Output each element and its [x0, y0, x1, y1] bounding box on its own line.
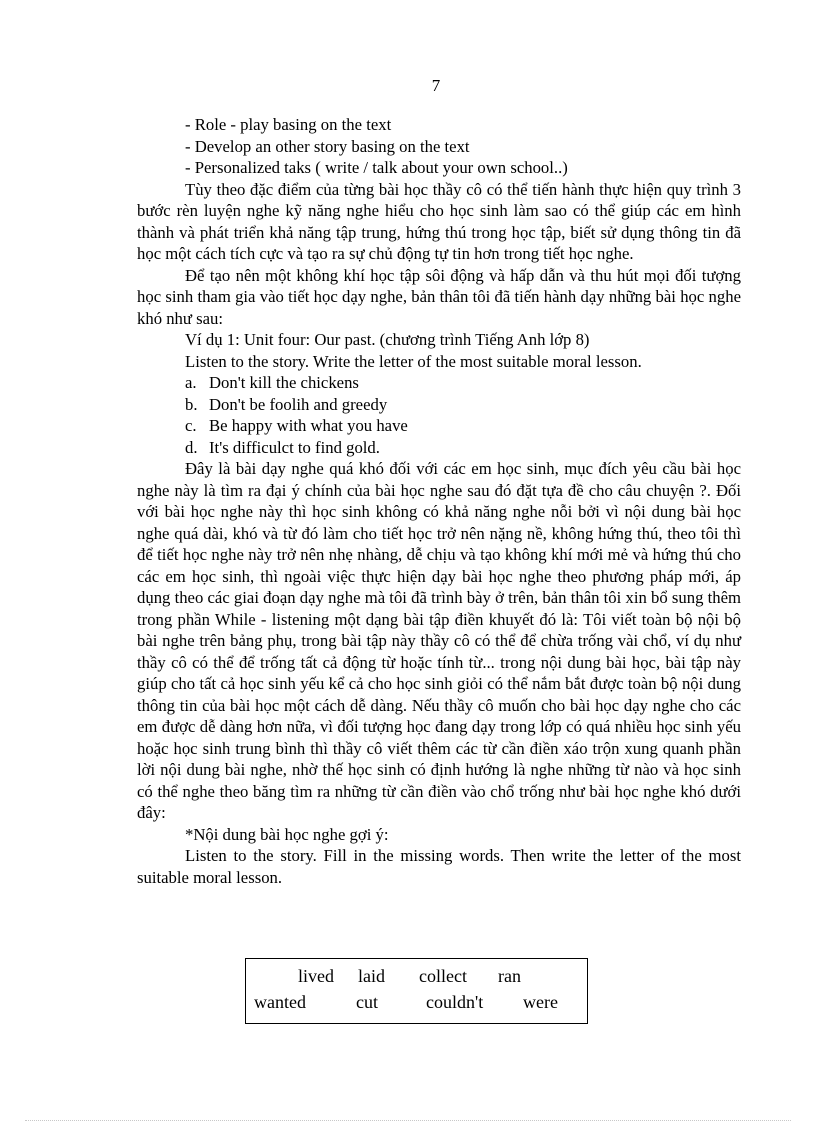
option-item: [137, 372, 741, 394]
word: cut: [356, 992, 378, 1012]
paragraph: Để tạo nên một không khí học tập sôi động và hấp dẫn và thu hút mọi đối tượng học sinh tham gia vào tiết học dạy nghe, bản thân tôi đã tiến hành dạy những bài học nghe khó như sau:: [137, 265, 741, 328]
page-content: [137, 114, 741, 888]
option-item: [137, 437, 741, 459]
option-letter: d.: [185, 437, 198, 457]
word-box: [245, 958, 588, 1024]
bullet-item: - Personalized taks ( write / talk about your own school..): [185, 158, 568, 177]
option-text: Don't be foolih and greedy: [209, 394, 388, 414]
word: were: [523, 992, 558, 1012]
word: wanted: [254, 992, 306, 1012]
option-letter: a.: [185, 373, 197, 392]
option-item: [137, 394, 741, 416]
option-text: It's difficulct to find gold.: [209, 437, 380, 457]
example-heading: Ví dụ 1: Unit four: Our past. (chương trình Tiếng Anh lớp 8): [185, 330, 590, 349]
word-row: [246, 966, 587, 990]
page-number: 7: [431, 76, 441, 95]
paragraph: Đây là bài dạy nghe quá khó đối với các em học sinh, mục đích yêu cầu bài học nghe này là tìm ra đại ý chính của bài học nghe sau đó đặt tựa đề cho câu chuyện ?. Đối với bài học nghe này thì học sinh không có khả năng nghe nỗi bởi vì nội dung bài học nghe quá dài, khó và từ đó làm cho tiết học trở nên nặng nề, không hứng thú, theo tôi thì để tiết học nghe này trở nên nhẹ nhàng, dễ chịu và tạo không khí mới mẻ và hứng thú cho các em học sinh, thì ngoài việc thực hiện dạy bài học nghe theo phương pháp mới, áp dụng theo các giai đoạn dạy nghe mà tôi đã trình bày ở trên, bản thân tôi xin bổ sung thêm trong phần While - listening một dạng bài tập điền khuyết đó là: Tôi viết toàn bộ nội bộ bài nghe trên bảng phụ, trong bài tập này thầy cô có thể để chừa trống vài chổ, ví dụ như thầy cô có thể để trống tất cả động từ hoặc tính từ... trong nội dung bài học, bài tập này giúp cho tất cả học sinh yếu kể cả cho học sinh giỏi có thể nắm bắt được toàn bộ nội dung thông tin của bài học một cách dễ dàng. Nếu thầy cô muốn cho bài học dạy nghe cho các em được dễ dàng hơn nữa, vì đối tượng học đang dạy trong lớp có quá nhiều học sinh yếu hoặc học sinh trung bình thì thầy cô viết thêm các từ cần điền xáo trộn xung quanh phần lời nội dung bài nghe, nhờ thế học sinh có định hướng là nghe những từ nào và học sinh có thể nghe theo băng tìm ra những từ cần điền vào chổ trống như bài học nghe khó dưới đây:: [137, 459, 741, 822]
word: couldn't: [426, 992, 484, 1012]
bullet-item: - Develop an other story basing on the text: [185, 136, 470, 156]
instruction: Listen to the story. Fill in the missing words. Then write the letter of the most suitable moral lesson.: [137, 846, 741, 887]
option-item: [137, 415, 741, 437]
instruction: Listen to the story. Write the letter of the most suitable moral lesson.: [185, 351, 642, 371]
word: collect: [419, 966, 467, 986]
word: ran: [498, 966, 521, 986]
option-letter: c.: [185, 416, 197, 435]
option-text: Don't kill the chickens: [209, 373, 359, 392]
word: lived: [298, 966, 334, 986]
bullet-item: - Role - play basing on the text: [185, 115, 392, 134]
word-row: [246, 992, 587, 1016]
option-text: Be happy with what you have: [209, 416, 408, 435]
option-letter: b.: [185, 394, 198, 414]
page-bottom-border: [25, 1120, 791, 1121]
suggested-heading: *Nội dung bài học nghe gợi ý:: [185, 824, 389, 844]
word: laid: [358, 966, 385, 986]
paragraph: Tùy theo đặc điểm của từng bài học thầy cô có thể tiến hành thực hiện quy trình 3 bước rèn luyện nghe kỹ năng nghe hiểu cho học sinh làm sao có thể giúp các em hình thành và phát triển khả năng tập trung, hứng thú trong học tập, biết sử dụng thông tin đã học một cách tích cực và tạo ra sự chủ động tự tin hơn trong tiết học nghe.: [137, 179, 741, 263]
